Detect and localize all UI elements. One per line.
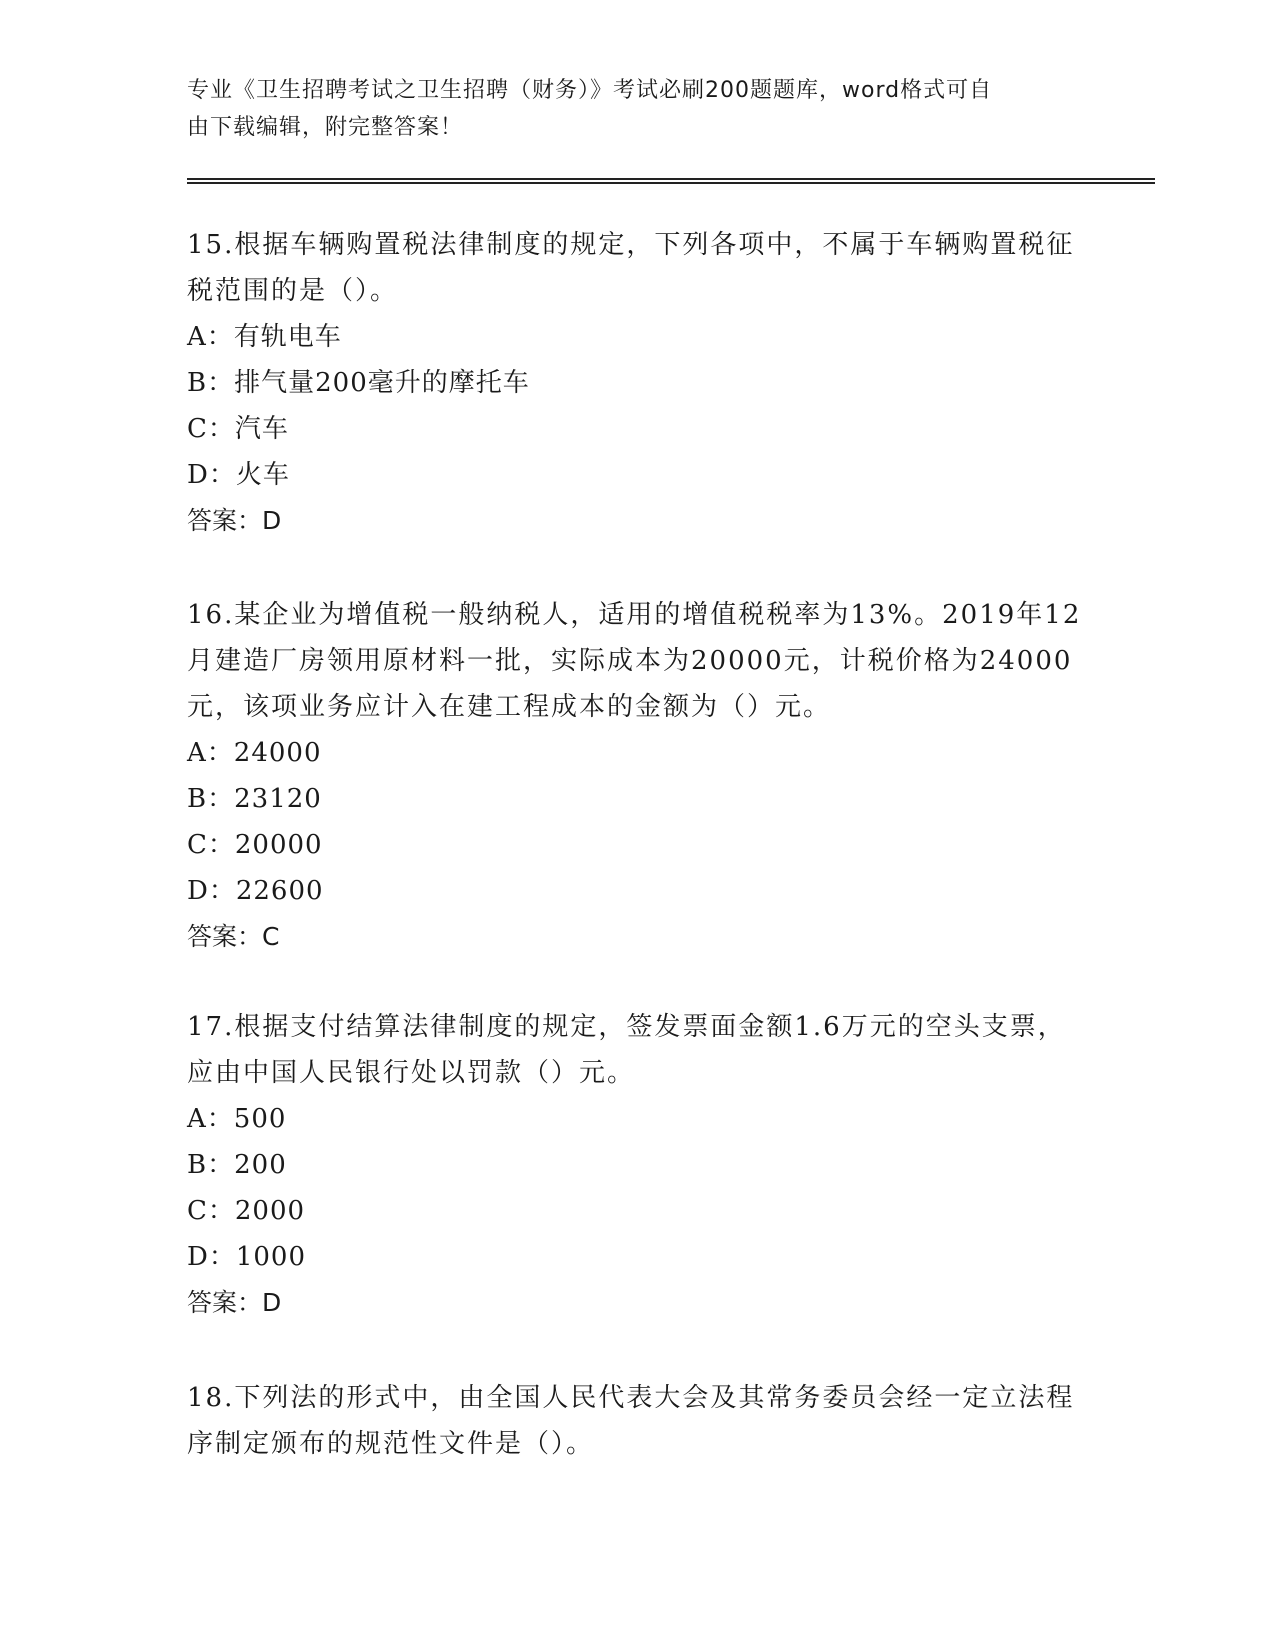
option-a: A：500 bbox=[187, 1104, 287, 1134]
answer: 答案：C bbox=[187, 922, 280, 951]
option-c: C：汽车 bbox=[187, 414, 289, 444]
option-c: C：2000 bbox=[187, 1196, 306, 1226]
option-b: B：200 bbox=[187, 1150, 287, 1180]
option-a: A：24000 bbox=[187, 738, 322, 768]
option-b: B：23120 bbox=[187, 784, 322, 814]
option-d: D：22600 bbox=[187, 876, 324, 906]
question-stem: 15.根据车辆购置税法律制度的规定，下列各项中，不属于车辆购置税征税范围的是（）。 bbox=[187, 230, 1075, 306]
question-17 bbox=[187, 1004, 1087, 1326]
question-16 bbox=[187, 592, 1087, 960]
answer: 答案：D bbox=[187, 1288, 282, 1317]
question-stem: 18.下列法的形式中，由全国人民代表大会及其常务委员会经一定立法程序制定颁布的规范性文件是（）。 bbox=[187, 1383, 1075, 1459]
question-15 bbox=[187, 222, 1087, 544]
header-divider bbox=[187, 178, 1155, 184]
option-b: B：排气量200毫升的摩托车 bbox=[187, 368, 530, 398]
question-stem: 16.某企业为增值税一般纳税人，适用的增值税税率为13%。2019年12月建造厂房领用原材料一批，实际成本为20000元，计税价格为24000元，该项业务应计入在建工程成本的金额为（）元。 bbox=[187, 600, 1082, 722]
option-d: D：1000 bbox=[187, 1242, 307, 1272]
document-header bbox=[187, 72, 1077, 146]
option-c: C：20000 bbox=[187, 830, 323, 860]
header-line-2: 由下载编辑，附完整答案！ bbox=[187, 115, 464, 140]
answer: 答案：D bbox=[187, 506, 282, 535]
header-line-1: 专业《卫生招聘考试之卫生招聘（财务）》考试必刷200题题库，word格式可自 bbox=[187, 78, 993, 103]
question-18 bbox=[187, 1375, 1087, 1467]
question-stem: 17.根据支付结算法律制度的规定，签发票面金额1.6万元的空头支票，应由中国人民银行处以罚款（）元。 bbox=[187, 1012, 1066, 1088]
option-a: A：有轨电车 bbox=[187, 322, 342, 352]
option-d: D：火车 bbox=[187, 460, 290, 490]
